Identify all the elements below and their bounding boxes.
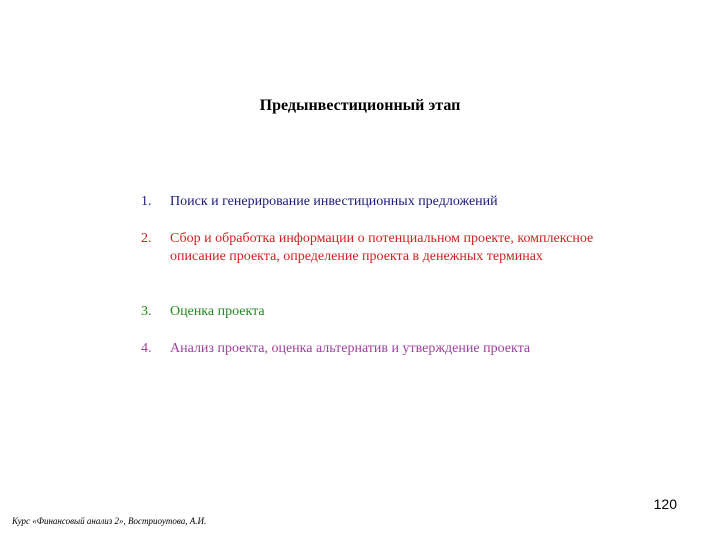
list-item-number: 3. — [141, 304, 152, 319]
list-item — [141, 230, 611, 266]
list-item-text: Анализ проекта, оценка альтернатив и утверждение проекта — [170, 341, 531, 356]
list-item — [141, 193, 611, 211]
list-item-text: Сбор и обработка информации о потенциальном проекте, комплексное описание проекта, определение проекта в денежных терминах — [170, 231, 594, 264]
list-item — [141, 340, 611, 358]
list-item-number: 2. — [141, 231, 152, 246]
slide-title: Предынвестиционный этап — [259, 97, 461, 114]
list-item — [141, 303, 611, 321]
footer-credit: Курс «Финансовый анализ 2», Востриоутова, А.И. — [12, 516, 207, 526]
page-number: 120 — [653, 496, 677, 512]
list-item-text: Поиск и генерирование инвестиционных предложений — [170, 194, 498, 209]
list-item-text: Оценка проекта — [170, 304, 265, 319]
list-item-number: 1. — [141, 194, 152, 209]
list-item-number: 4. — [141, 341, 152, 356]
